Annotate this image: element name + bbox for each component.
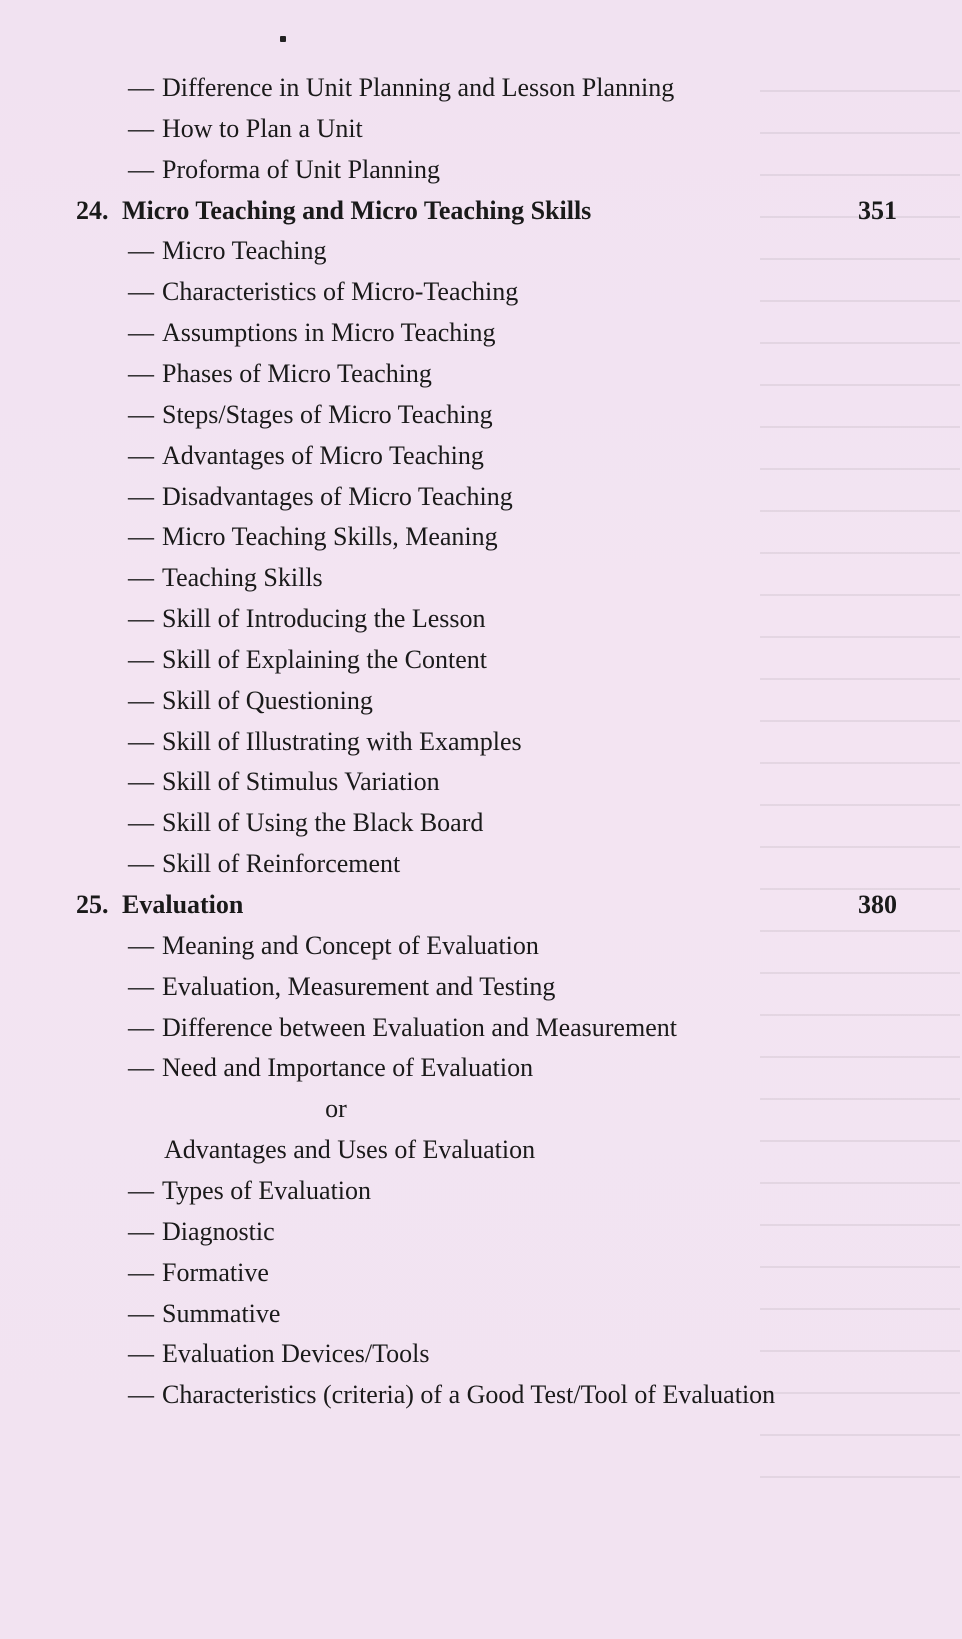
toc-entry [128, 558, 323, 598]
toc-entry-text: Difference between Evaluation and Measurement [162, 1012, 677, 1042]
toc-entry-text: Evaluation, Measurement and Testing [162, 971, 556, 1001]
dash-bullet: — [128, 1216, 154, 1246]
toc-entry-text: Proforma of Unit Planning [162, 154, 441, 184]
dash-bullet: — [128, 563, 154, 593]
dash-bullet: — [128, 604, 154, 634]
dash-bullet: — [128, 154, 154, 184]
toc-entry [128, 599, 486, 639]
dash-bullet: — [128, 1298, 154, 1328]
ink-mark [280, 36, 286, 42]
toc-entry [128, 150, 440, 190]
toc-entry [128, 395, 493, 435]
chapter-title: Evaluation [122, 890, 244, 919]
toc-entry-text: Difference in Unit Planning and Lesson Planning [162, 73, 675, 102]
toc-entry-text: Assumptions in Micro Teaching [162, 318, 496, 348]
dash-bullet: — [128, 1339, 154, 1369]
toc-entry-text: Characteristics (criteria) of a Good Test/Tool of Evaluation [162, 1380, 776, 1410]
toc-entry-text: Skill of Introducing the Lesson [162, 604, 486, 634]
toc-entry-text: Need and Importance of Evaluation [162, 1053, 534, 1083]
dash-bullet: — [128, 1053, 154, 1083]
toc-entry [128, 1212, 275, 1252]
toc-entry-text: Characteristics of Micro-Teaching [162, 277, 519, 307]
dash-bullet: — [128, 277, 154, 307]
toc-entry-text: Advantages of Micro Teaching [162, 440, 484, 470]
dash-bullet: — [128, 1257, 154, 1287]
toc-entry [128, 272, 518, 312]
toc-entry-text: Skill of Illustrating with Examples [162, 726, 522, 756]
toc-entry-text: Evaluation Devices/Tools [162, 1339, 430, 1369]
chapter-title: Micro Teaching and Micro Teaching Skills [122, 195, 592, 225]
toc-entry [128, 109, 363, 149]
dash-bullet: — [128, 522, 154, 552]
toc-entry [128, 1375, 775, 1415]
chapter-page-number: 351 [858, 195, 897, 225]
toc-entry-text: Skill of Using the Black Board [162, 808, 484, 838]
toc-entry [128, 1253, 269, 1293]
toc-entry-text: Skill of Questioning [162, 685, 373, 715]
dash-bullet: — [128, 971, 154, 1001]
toc-entry [128, 477, 513, 517]
dash-bullet: — [128, 1012, 154, 1042]
toc-entry [128, 1171, 371, 1211]
toc-entry-text: Diagnostic [162, 1216, 275, 1246]
dash-bullet: — [128, 644, 154, 674]
chapter-number: 24. [76, 195, 109, 225]
toc-entry [128, 844, 400, 884]
dash-bullet: — [128, 1380, 154, 1410]
or-separator: or [325, 1094, 347, 1124]
toc-entry [128, 436, 484, 476]
toc-entry-text: Types of Evaluation [162, 1175, 372, 1205]
chapter-heading [76, 191, 591, 231]
toc-entry [128, 926, 539, 966]
toc-entry [128, 762, 440, 802]
toc-entry-text: How to Plan a Unit [162, 113, 363, 143]
toc-entry [128, 967, 555, 1007]
dash-bullet: — [128, 808, 154, 838]
toc-entry-text: Summative [162, 1298, 281, 1328]
toc-entry-text: Skill of Reinforcement [162, 849, 401, 879]
dash-bullet: — [128, 1175, 154, 1205]
toc-entry [128, 68, 674, 108]
toc-entry [128, 354, 432, 394]
toc-entry-text: Micro Teaching Skills, Meaning [162, 522, 498, 552]
toc-entry-text: Micro Teaching [162, 236, 327, 266]
toc-entry [128, 231, 326, 271]
toc-entry-text: Phases of Micro Teaching [162, 358, 432, 388]
toc-entry [128, 1294, 280, 1334]
dash-bullet: — [128, 767, 154, 797]
dash-bullet: — [128, 726, 154, 756]
toc-entry [128, 681, 373, 721]
toc-entry [128, 640, 487, 680]
toc-entry [128, 517, 498, 557]
toc-entry-text: Skill of Stimulus Variation [162, 767, 440, 797]
dash-bullet: — [128, 113, 154, 143]
chapter-heading [76, 885, 243, 925]
toc-entry-text: Teaching Skills [162, 563, 323, 593]
toc-entry-text: Formative [162, 1257, 269, 1287]
dash-bullet: — [128, 685, 154, 715]
dash-bullet: — [128, 358, 154, 388]
chapter-number: 25. [76, 890, 109, 919]
toc-entry [128, 803, 483, 843]
dash-bullet: — [128, 73, 154, 102]
dash-bullet: — [128, 318, 154, 348]
dash-bullet: — [128, 440, 154, 470]
toc-entry [128, 1334, 430, 1374]
toc-entry-text: Skill of Explaining the Content [162, 644, 487, 674]
dash-bullet: — [128, 481, 154, 511]
dash-bullet: — [128, 849, 154, 879]
alternate-entry: Advantages and Uses of Evaluation [164, 1135, 536, 1165]
toc-entry [128, 313, 496, 353]
toc-entry [128, 722, 522, 762]
toc-entry-text: Steps/Stages of Micro Teaching [162, 399, 493, 429]
dash-bullet: — [128, 399, 154, 429]
chapter-page-number: 380 [858, 890, 897, 919]
toc-entry-text: Disadvantages of Micro Teaching [162, 481, 513, 511]
dash-bullet: — [128, 236, 154, 266]
toc-entry [128, 1048, 533, 1088]
toc-entry [128, 1008, 677, 1048]
toc-entry-text: Meaning and Concept of Evaluation [162, 930, 539, 960]
dash-bullet: — [128, 930, 154, 960]
bleed-through-text [760, 60, 960, 1480]
